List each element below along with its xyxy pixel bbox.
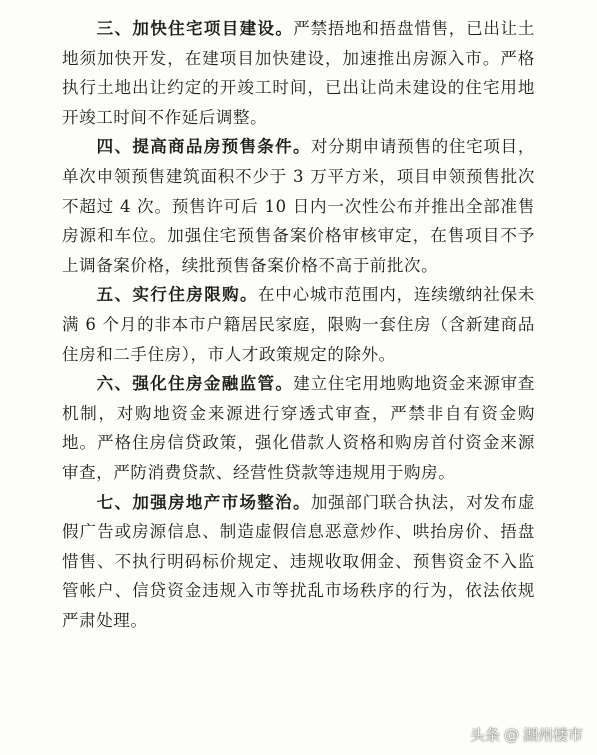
paragraph-3 (62, 14, 535, 132)
paragraph-6 (62, 369, 535, 487)
paragraph-body: 加强部门联合执法，对发布虚假广告或房源信息、制造虚假信息恶意炒作、哄抬房价、捂盘惜售、不执行明码标价规定、违规收取佣金、预售资金不入监管帐户、信贷资金违规入市等扰乱市场秩序的行为，依法依规严肃处理。 (62, 492, 535, 630)
paragraph-heading: 四、提高商品房预售条件。 (96, 137, 311, 157)
paragraph-7 (62, 488, 535, 636)
watermark-account: 湖州楼市 (522, 726, 583, 744)
paragraph-5 (62, 280, 535, 369)
paragraph-body: 在中心城市范围内，连续缴纳社保未满 6 个月的非本市户籍居民家庭，限购一套住房（含新建商品住房和二手住房），市人才政策规定的除外。 (62, 285, 535, 364)
paragraph-body: 对分期申请预售的住宅项目，单次申领预售建筑面积不少于 3 万平方米，项目申领预售批次不超过 4 次。预售许可后 10 日内一次性公布并推出全部准售房源和车位。加强住宅预售备案价格审核审定，在售项目不予上调备案价格，续批预售备案价格不高于前批次。 (62, 137, 535, 275)
paragraph-4 (62, 132, 535, 280)
paragraph-heading: 三、加快住宅项目建设。 (96, 19, 294, 38)
paragraph-heading: 六、强化住房金融监管。 (96, 374, 294, 394)
paragraph-body: 严禁捂地和捂盘惜售，已出让土地须加快开发，在建项目加快建设，加速推出房源入市。严格执行土地出让约定的开竣工时间，已出让尚未建设的住宅用地开竣工时间不作延后调整。 (62, 19, 535, 127)
watermark (470, 724, 583, 745)
watermark-prefix: 头条 (469, 726, 500, 744)
paragraph-heading: 五、实行住房限购。 (96, 285, 258, 305)
paragraph-body: 建立住宅用地购地资金来源审查机制，对购地资金来源进行穿透式审查，严禁非自有资金购地。严格住房信贷政策，强化借款人资格和购房首付资金来源审查，严防消费贷款、经营性贷款等违规用于购房。 (62, 374, 535, 482)
paragraph-heading: 七、加强房地产市场整治。 (96, 492, 311, 512)
at-icon: @ (503, 725, 519, 744)
